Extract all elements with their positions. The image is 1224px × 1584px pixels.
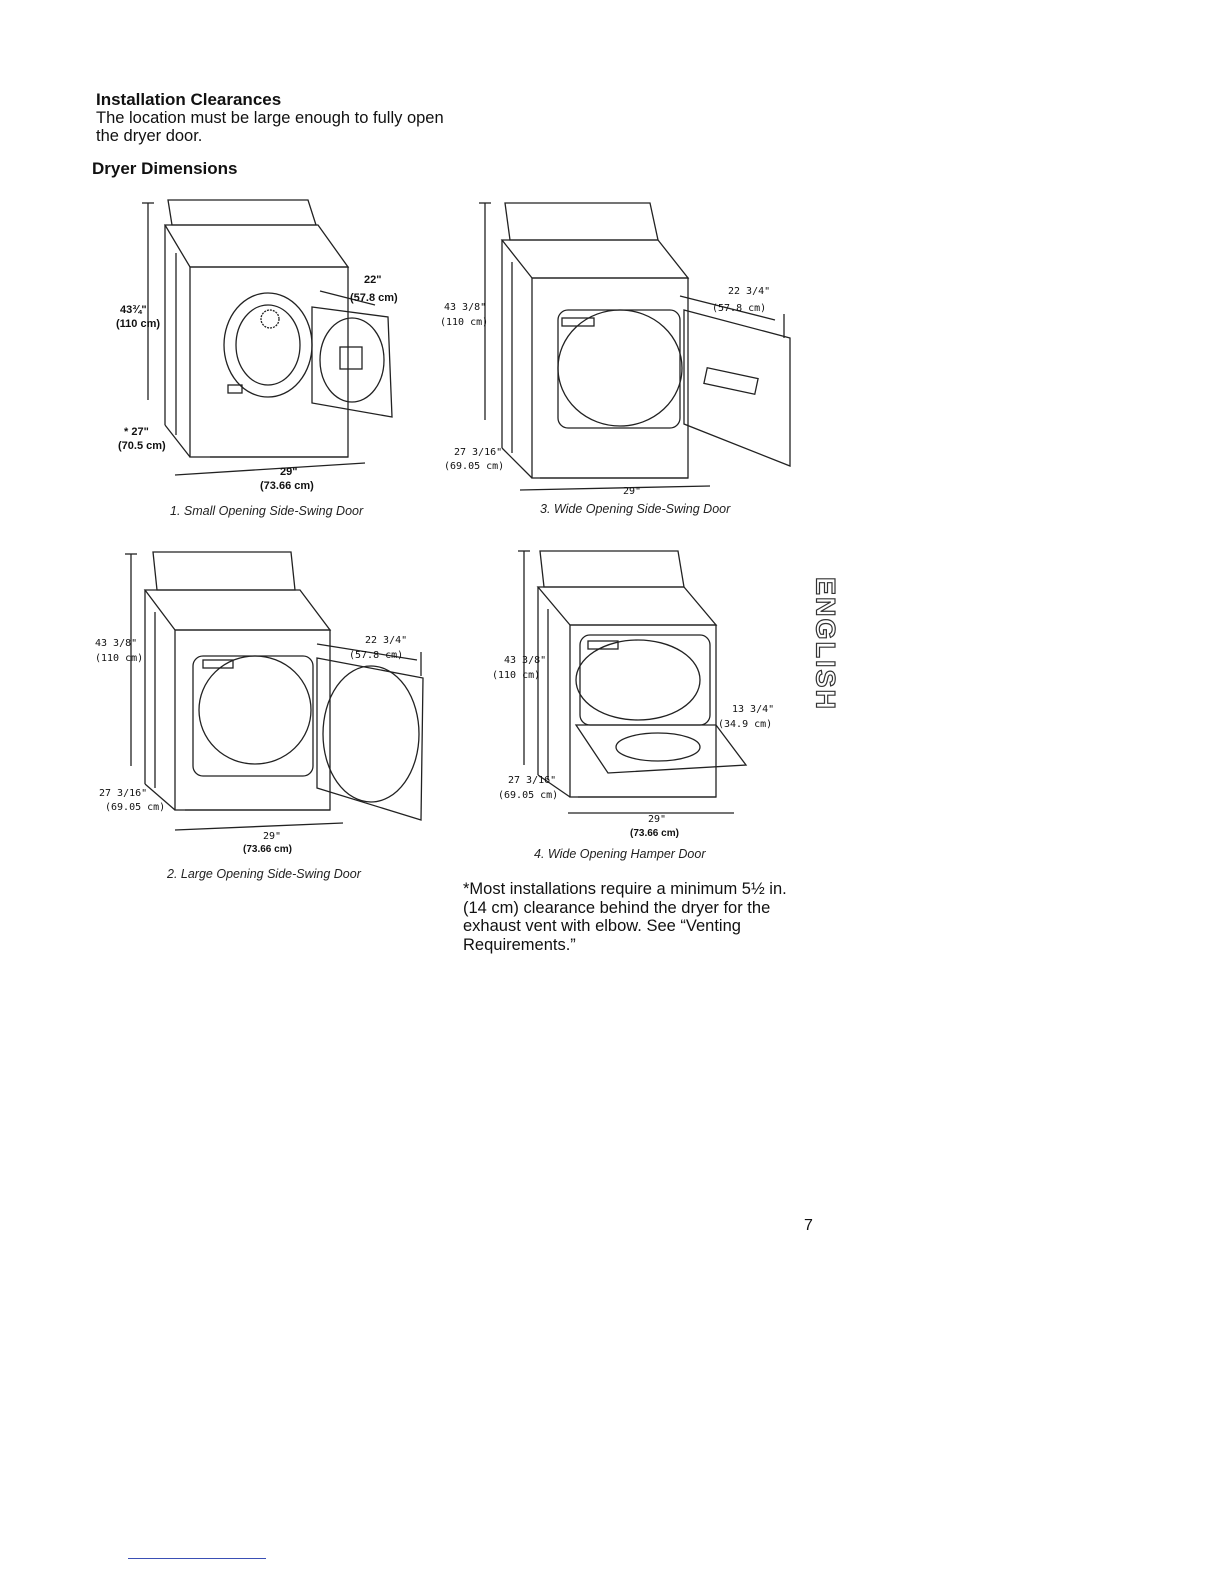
intro-paragraph: The location must be large enough to fully open the dryer door. [96, 109, 444, 145]
fig2-width-in: 29" [263, 831, 282, 842]
fig1-height-in: 43¾" [120, 304, 147, 316]
fig2-width-cm: (73.66 cm) [243, 844, 292, 855]
fig1-depth-in: * 27" [124, 426, 149, 438]
figure-4-caption: 4. Wide Opening Hamper Door [534, 847, 706, 861]
language-tab-label: ENGLISH [810, 576, 841, 712]
fig2-depth-in: 27 3/16" [99, 788, 148, 799]
fig1-width-cm: (73.66 cm) [260, 480, 314, 492]
figure-1-small-side-swing [116, 195, 398, 500]
fig4-door-cm: (34.9 cm) [718, 719, 773, 730]
fig3-width-in: 29" [623, 486, 642, 497]
footer-rule [128, 1558, 266, 1559]
fig2-door-cm: (57.8 cm) [349, 650, 404, 661]
subsection-heading: Dryer Dimensions [92, 159, 238, 178]
clearance-note: *Most installations require a minimum 5½ in. (14 cm) clearance behind the dryer for the exhaust vent with elbow. See “Venting Requirements.” [463, 880, 787, 954]
fig2-depth-cm: (69.05 cm) [105, 802, 166, 813]
fig4-width-in: 29" [648, 814, 667, 825]
language-tab [810, 556, 841, 732]
fig3-door-cm: (57.8 cm) [712, 303, 767, 314]
fig4-depth-cm: (69.05 cm) [498, 790, 559, 801]
fig3-height-cm: (110 cm) [440, 317, 489, 328]
figure-3-caption: 3. Wide Opening Side-Swing Door [540, 502, 731, 516]
fig3-depth-in: 27 3/16" [454, 447, 503, 458]
figure-4-hamper-door [488, 545, 788, 845]
fig2-height-cm: (110 cm) [95, 653, 144, 664]
fig1-door-in: 22" [364, 274, 382, 286]
figure-2-caption: 2. Large Opening Side-Swing Door [167, 867, 361, 881]
figure-1-caption: 1. Small Opening Side-Swing Door [170, 504, 364, 518]
fig1-height-cm: (110 cm) [116, 318, 161, 330]
fig4-height-cm: (110 cm) [492, 670, 541, 681]
fig1-width-in: 29" [280, 466, 298, 478]
figure-3-labels [440, 286, 770, 497]
fig4-door-in: 13 3/4" [732, 704, 775, 715]
fig3-height-in: 43 3/8" [444, 302, 487, 313]
figure-2-large-side-swing [95, 548, 435, 853]
fig1-depth-cm: (70.5 cm) [118, 440, 166, 452]
fig4-height-in: 43 3/8" [504, 655, 547, 666]
fig2-door-in: 22 3/4" [365, 635, 408, 646]
fig4-width-cm: (73.66 cm) [630, 828, 679, 839]
page-number: 7 [804, 1217, 813, 1234]
section-heading: Installation Clearances [96, 90, 282, 109]
fig3-door-in: 22 3/4" [728, 286, 771, 297]
fig4-depth-in: 27 3/16" [508, 775, 557, 786]
fig1-door-cm: (57.8 cm) [350, 292, 398, 304]
fig3-depth-cm: (69.05 cm) [444, 461, 505, 472]
figure-3-wide-side-swing [440, 198, 800, 498]
fig2-height-in: 43 3/8" [95, 638, 138, 649]
